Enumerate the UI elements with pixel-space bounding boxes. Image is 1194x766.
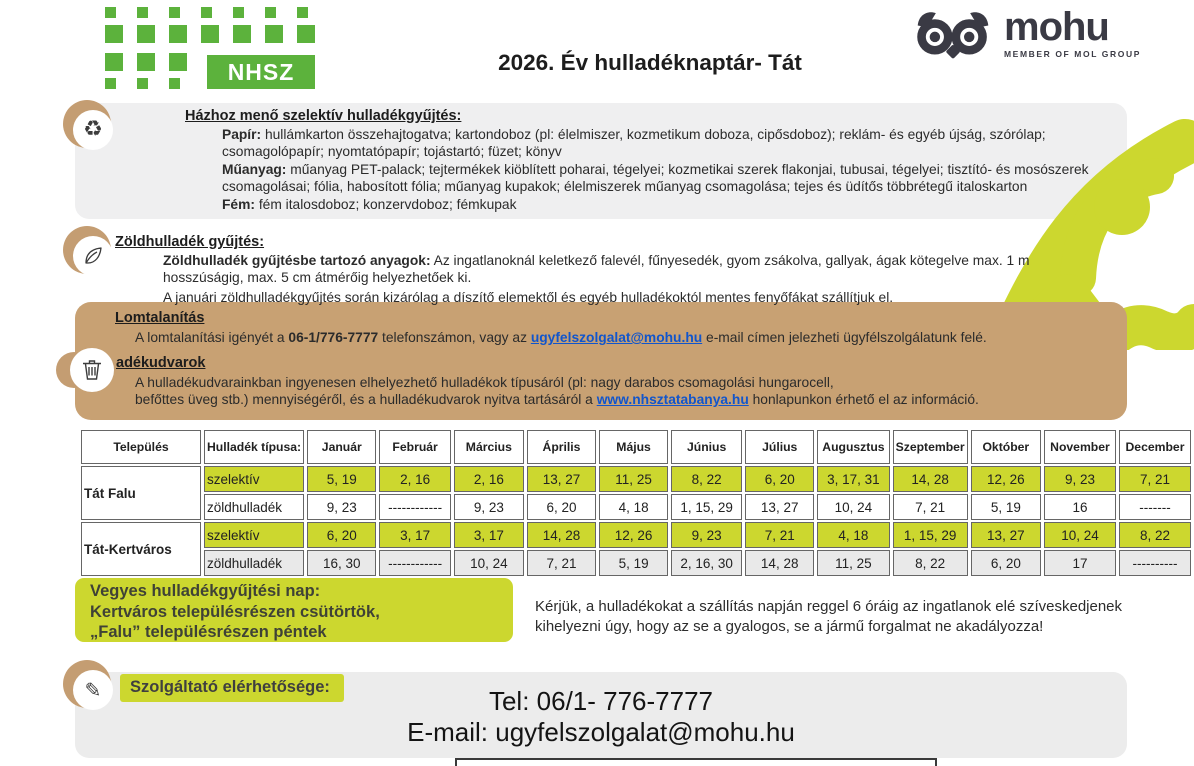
owl-icon [912,6,994,64]
calendar-date-cell: 2, 16, 30 [671,550,742,576]
calendar-date-cell: 7, 21 [1119,466,1191,492]
bulky-line [135,329,1115,346]
calendar-date-cell: 5, 19 [971,494,1041,520]
recycle-icon: ♻ [83,117,103,142]
mixed-day-line1: Vegyes hulladékgyűjtési nap: [90,582,321,600]
yards-heading: adékudvarok [116,355,206,371]
calendar-date-cell: 6, 20 [527,494,596,520]
calendar-date-cell: 10, 24 [454,550,524,576]
calendar-date-cell: 13, 27 [971,522,1041,548]
yards-text-after: honlapunkon érhető el az információ. [752,392,979,407]
mixed-day-line3: „Falu” településrészen péntek [90,623,327,641]
waste-type-cell: zöldhulladék [204,550,304,576]
col-header-month: Július [745,430,814,464]
calendar-date-cell: 4, 18 [599,494,668,520]
nhsz-wordmark-box [207,55,315,89]
paper-text: hullámkarton összehajtogatva; kartondoboz (pl: élelmiszer, kozmetikum doboza, cipősdoboz); reklám- és egyéb újság, szórólap; csomagolópapír; nyomtatópapír; tojástartó; füzet; könyv [222,127,1046,160]
bulky-phone: 06-1/776-7777 [288,330,379,345]
mohu-tagline: MEMBER OF MOL GROUP [1004,49,1141,59]
col-header-month: December [1119,430,1191,464]
website-link[interactable]: www.nhsztatabanya.hu [596,392,749,407]
yards-badge [70,348,114,392]
nhsz-square [201,25,219,43]
contact-email: E-mail: ugyfelszolgalat@mohu.hu [407,717,795,747]
settlement-cell: Tát Falu [81,466,201,520]
calendar-date-cell: 3, 17, 31 [817,466,889,492]
col-header-month: November [1044,430,1116,464]
calendar-date-cell: 4, 18 [817,522,889,548]
calendar-date-cell: 14, 28 [893,466,968,492]
calendar-date-cell: 14, 28 [527,522,596,548]
col-header-month: Április [527,430,596,464]
green-materials-line [163,252,1081,287]
green-body [163,252,1081,306]
metal-text: fém italosdoboz; konzervdoboz; fémkupak [258,196,517,212]
mixed-day-line2: Kertváros településrészen csütörtök, [90,602,380,621]
calendar-row [81,494,1191,520]
calendar-date-cell: 16 [1044,494,1116,520]
nhsz-square [137,25,155,43]
paper-line [222,126,1125,161]
metal-line [222,196,1125,213]
calendar-date-cell: 9, 23 [454,494,524,520]
nhsz-logo [100,6,325,94]
green-materials-label: Zöldhulladék gyűjtésbe tartozó anyagok: [163,253,431,268]
mohu-wordmark: mohu [1004,5,1109,49]
green-january-note: A januári zöldhulladékgyűjtés során kizárólag a díszítő elemektől és egyéb hulladékoktól mentes fenyőfákat szállítjuk el. [163,289,894,305]
nhsz-square [265,7,276,18]
green-materials-text: Az ingatlanoknál keletkező falevél, fűnyesedék, gyom zsákolva, gallyak, ágak kötegelve max. 1 m hosszúságig, max. 5 cm átmérőig helyezhetőek ki. [163,253,1030,286]
selective-body [222,126,1125,213]
calendar-date-cell: ---------- [1119,550,1191,576]
calendar-date-cell: ------------ [379,550,450,576]
yards-line2 [135,391,1125,408]
yards-text-before: befőttes üveg stb.) mennyiségéről, és a hulladékudvarok nyitva tartásáról a [135,392,593,407]
paper-label: Papír: [222,127,262,142]
col-header-month: Január [307,430,376,464]
contact-label: Szolgáltató elérhetősége: [120,674,344,702]
calendar-date-cell: 6, 20 [307,522,376,548]
selective-heading: Házhoz menő szelektív hulladékgyűjtés: [185,108,462,124]
nhsz-square [105,53,123,71]
calendar-body [81,466,1191,576]
nhsz-square [169,78,180,89]
calendar-date-cell: 3, 17 [454,522,524,548]
mixed-day-box [75,578,513,642]
metal-label: Fém: [222,196,255,212]
nhsz-square [265,25,283,43]
nhsz-square [105,78,116,89]
col-header-month: Augusztus [817,430,889,464]
nhsz-square [233,25,251,43]
calendar-date-cell: 9, 23 [671,522,742,548]
calendar-date-cell: 12, 26 [971,466,1041,492]
calendar-date-cell: 10, 24 [817,494,889,520]
bulky-heading: Lomtalanítás [115,310,205,326]
nhsz-square [233,7,244,18]
bulky-text-middle: telefonszámon, vagy az [382,330,527,345]
pencil-icon: ✎ [84,678,102,702]
calendar-date-cell: 7, 21 [745,522,814,548]
green-heading: Zöldhulladék gyűjtés: [115,234,265,250]
calendar-table [78,428,1194,578]
calendar-date-cell: 1, 15, 29 [893,522,968,548]
page-title: 2026. Év hulladéknaptár- Tát [498,50,802,75]
calendar-date-cell: 10, 24 [1044,522,1116,548]
calendar-date-cell: 16, 30 [307,550,376,576]
col-header-settlement: Település [81,430,201,464]
calendar-date-cell: 5, 19 [307,466,376,492]
calendar-date-cell: 1, 15, 29 [671,494,742,520]
nhsz-square [169,53,187,71]
calendar-date-cell: 14, 28 [745,550,814,576]
recycle-badge [63,100,115,152]
nhsz-square [297,7,308,18]
nhsz-square [137,7,148,18]
contact-tel: Tel: 06/1- 776-7777 [488,686,714,716]
footer-cut-box [455,758,937,766]
plastic-text: műanyag PET-palack; tejtermékek kiöblített poharai, tégelyei; kozmetikai szerek flakonjai, tubusai, tégelyei; tisztító- és mosószerek csomagolásai; fólia, habosított fólia; műanyag kupakok; élelmiszerek műanyag csomagolása; tejes és üdítős többrétegű italoskarton [222,161,1089,195]
waste-type-cell: szelektív [204,522,304,548]
waste-type-cell: zöldhulladék [204,494,304,520]
calendar-date-cell: 9, 23 [1044,466,1116,492]
trash-icon [82,359,102,381]
nhsz-square [201,7,212,18]
calendar-row [81,466,1191,492]
calendar-date-cell: 2, 16 [379,466,450,492]
nhsz-square [169,25,187,43]
nhsz-wordmark: NHSZ [227,58,295,85]
col-header-month: Május [599,430,668,464]
calendar-date-cell: 8, 22 [671,466,742,492]
col-header-month: Február [379,430,450,464]
nhsz-square [169,7,180,18]
calendar-date-cell: 17 [1044,550,1116,576]
calendar-date-cell: 11, 25 [599,466,668,492]
col-header-month: Október [971,430,1041,464]
calendar-date-cell: 2, 16 [454,466,524,492]
col-header-type: Hulladék típusa: [204,430,304,464]
calendar-date-cell: 7, 21 [893,494,968,520]
calendar-date-cell: 12, 26 [599,522,668,548]
calendar-header [81,430,1191,464]
calendar-date-cell: 3, 17 [379,522,450,548]
leaf-icon [82,245,104,267]
col-header-month: Június [671,430,742,464]
bulky-text-after: e-mail címen jelezheti ügyfélszolgálatunk felé. [706,330,987,345]
calendar-date-cell: ------------ [379,494,450,520]
email-link[interactable]: ugyfelszolgalat@mohu.hu [530,330,703,345]
greenwaste-badge [63,226,115,278]
calendar-date-cell: 8, 22 [893,550,968,576]
pickup-note: Kérjük, a hulladékokat a szállítás napján reggel 6 óráig az ingatlanok elé szíveskedjenek kihelyezni úgy, hogy az se a gyalogos, se a jármű forgalmat ne akadályozza! [535,598,1123,635]
nhsz-square [137,53,155,71]
waste-type-cell: szelektív [204,466,304,492]
col-header-month: Március [454,430,524,464]
calendar-date-cell: 7, 21 [527,550,596,576]
nhsz-square [105,7,116,18]
nhsz-square [105,25,123,43]
plastic-line [222,161,1125,196]
bulky-text-before: A lomtalanítási igényét a [135,330,285,345]
calendar-date-cell: 8, 22 [1119,522,1191,548]
nhsz-square [137,78,148,89]
calendar-date-cell: 13, 27 [527,466,596,492]
calendar-date-cell: 5, 19 [599,550,668,576]
yards-line1: A hulladékudvarainkban ingyenesen elhelyezhető hulladékok típusáról (pl: nagy darabos csomagolási hungarocell, [135,375,834,390]
calendar-date-cell: 13, 27 [745,494,814,520]
nhsz-square [297,25,315,43]
mohu-logo [912,6,1187,68]
calendar-date-cell: 9, 23 [307,494,376,520]
calendar-row [81,550,1191,576]
calendar-date-cell: ------- [1119,494,1191,520]
calendar-date-cell: 6, 20 [971,550,1041,576]
settlement-cell: Tát-Kertváros [81,522,201,576]
plastic-label: Műanyag: [222,161,287,177]
calendar-date-cell: 11, 25 [817,550,889,576]
calendar-row [81,522,1191,548]
calendar-date-cell: 6, 20 [745,466,814,492]
col-header-month: Szeptember [893,430,968,464]
